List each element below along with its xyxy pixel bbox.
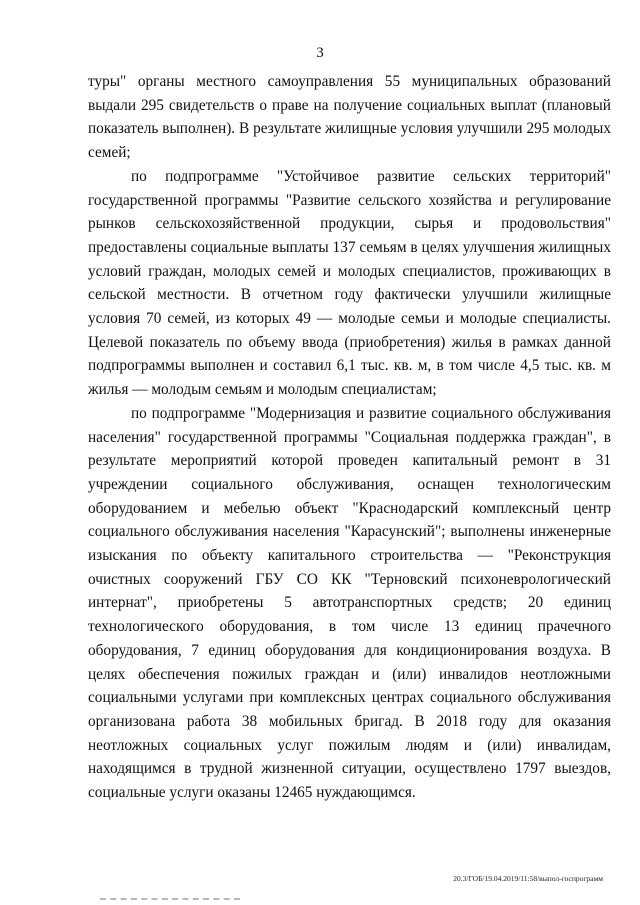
paragraph-continued: туры" органы местного самоуправления 55 муниципальных образований выдали 295 свидетельств о праве на получение социальных выплат (плановый показатель выполнен). В результате жилищные условия улучшили 295 молодых семей;	[88, 73, 611, 162]
page-number: 3	[316, 45, 324, 61]
footer-stamp: 20.3/ГОБ/19.04.2019/11:58/выпол-госпрограмм	[453, 874, 603, 883]
document-body	[88, 70, 611, 805]
scan-artifact-divider	[100, 898, 240, 902]
paragraph-social-services: по подпрограмме "Модернизация и развитие социального обслуживания населения" государственной программы "Социальная поддержка граждан", в результате мероприятий которой проведен капитальный ремонт в 31 учреждении социального обслуживания, оснащен технологическим оборудованием и мебелью объект "Краснодарский комплексный центр социального обслуживания населения "Карасунский"; выполнены инженерные изыскания по объекту капитального строительства — "Реконструкция очистных сооружений ГБУ СО КК "Терновский психоневрологический интернат", приобретены 5 автотранспортных средств; 20 единиц технологического оборудования, в том числе 13 единиц прачечного оборудования, 7 единиц оборудования для кондиционирования воздуха. В целях обеспечения пожилых граждан и (или) инвалидов неотложными социальными услугами при комплексных центрах социального обслуживания организована работа 38 мобильных бригад. В 2018 году для оказания неотложных социальных услуг пожилым людям и (или) инвалидам, находящимся в трудной жизненной ситуации, осуществлено 1797 выездов, социальные услуги оказаны 12465 нуждающимся.	[88, 404, 611, 802]
paragraph-rural-development: по подпрограмме "Устойчивое развитие сельских территорий" государственной программы "Развитие сельского хозяйства и регулирование рынков сельскохозяйственной продукции, сырья и продовольствия" предоставлены социальные выплаты 137 семьям в целях улучшения жилищных условий граждан, молодых семей и молодых специалистов, проживающих в сельской местности. В отчетном году фактически улучшили жилищные условия 70 семей, из которых 49 — молодые семьи и молодые специалисты. Целевой показатель по объему ввода (приобретения) жилья в рамках данной подпрограммы выполнен и составил 6,1 тыс. кв. м, в том числе 4,5 тыс. кв. м жилья — молодым семьям и молодым специалистам;	[88, 167, 611, 399]
